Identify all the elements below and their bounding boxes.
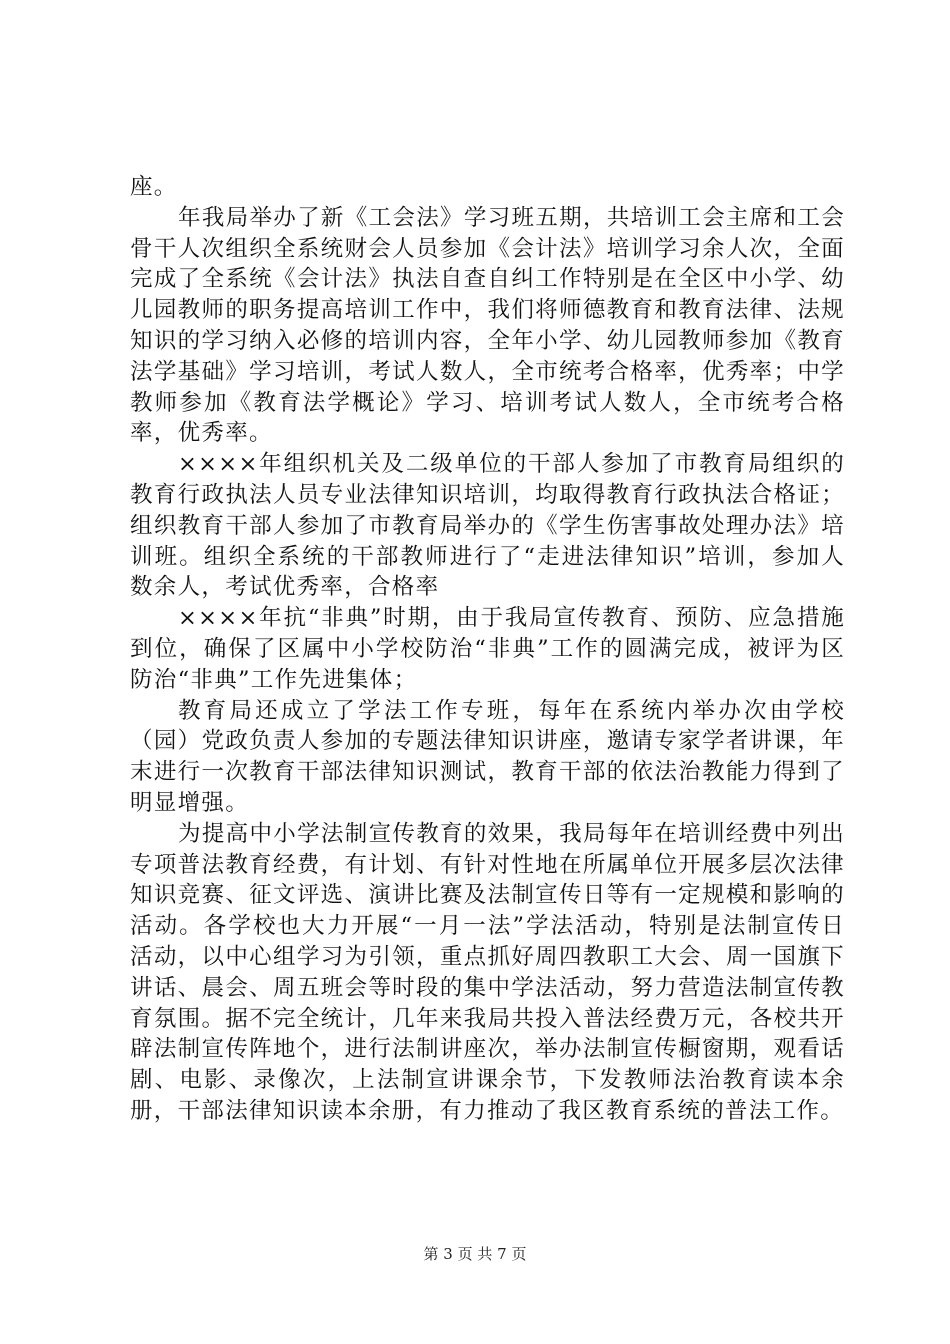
paragraph-sars-prevention: ××××年抗“非典”时期，由于我局宣传教育、预防、应急措施到位，确保了区属中小学校防治“非典”工作的圆满完成，被评为区防治“非典”工作先进集体； (130, 605, 845, 693)
paragraph-law-study-group: 教育局还成立了学法工作专班，每年在系统内举办次由学校（园）党政负责人参加的专题法律知识讲座，邀请专家学者讲课，年末进行一次教育干部法律知识测试，教育干部的依法治教能力得到了明显增强。 (130, 697, 845, 816)
document-body (130, 172, 845, 1127)
paragraph-continuation: 座。 (130, 174, 178, 200)
page-footer: 第 3 页 共 7 页 (423, 1245, 527, 1263)
paragraph-union-law-training: 年我局举办了新《工会法》学习班五期，共培训工会主席和工会骨干人次组织全系统财会人员参加《会计法》培训学习余人次，全面完成了全系统《会计法》执法自查自纠工作特别是在全区中小学、幼儿园教师的职务提高培训工作中，我们将师德教育和教育法律、法规知识的学习纳入必修的培训内容，全年小学、幼儿园教师参加《教育法学基础》学习培训，考试人数人，全市统考合格率，优秀率；中学教师参加《教育法学概论》学习、培训考试人数人，全市统考合格率，优秀率。 (130, 204, 845, 447)
paragraph-administrative-law-training: ××××年组织机关及二级单位的干部人参加了市教育局组织的教育行政执法人员专业法律知识培训，均取得教育行政执法合格证；组织教育干部人参加了市教育局举办的《学生伤害事故处理办法》培训班。组织全系统的干部教师进行了“走进法律知识”培训，参加人数余人，考试优秀率，合格率 (130, 451, 845, 601)
paragraph-legal-publicity: 为提高中小学法制宣传教育的效果，我局每年在培训经费中列出专项普法教育经费，有计划、有针对性地在所属单位开展多层次法律知识竞赛、征文评选、演讲比赛及法制宣传日等有一定规模和影响的活动。各学校也大力开展“一月一法”学法活动，特别是法制宣传日活动，以中心组学习为引领，重点抓好周四教职工大会、周一国旗下讲话、晨会、周五班会等时段的集中学法活动，努力营造法制宣传教育氛围。据不完全统计，几年来我局共投入普法经费万元，各校共开辟法制宣传阵地个，进行法制讲座次，举办法制宣传橱窗期，观看话剧、电影、录像次，上法制宣讲课余节，下发教师法治教育读本余册，干部法律知识读本余册，有力推动了我区教育系统的普法工作。 (130, 820, 845, 1124)
